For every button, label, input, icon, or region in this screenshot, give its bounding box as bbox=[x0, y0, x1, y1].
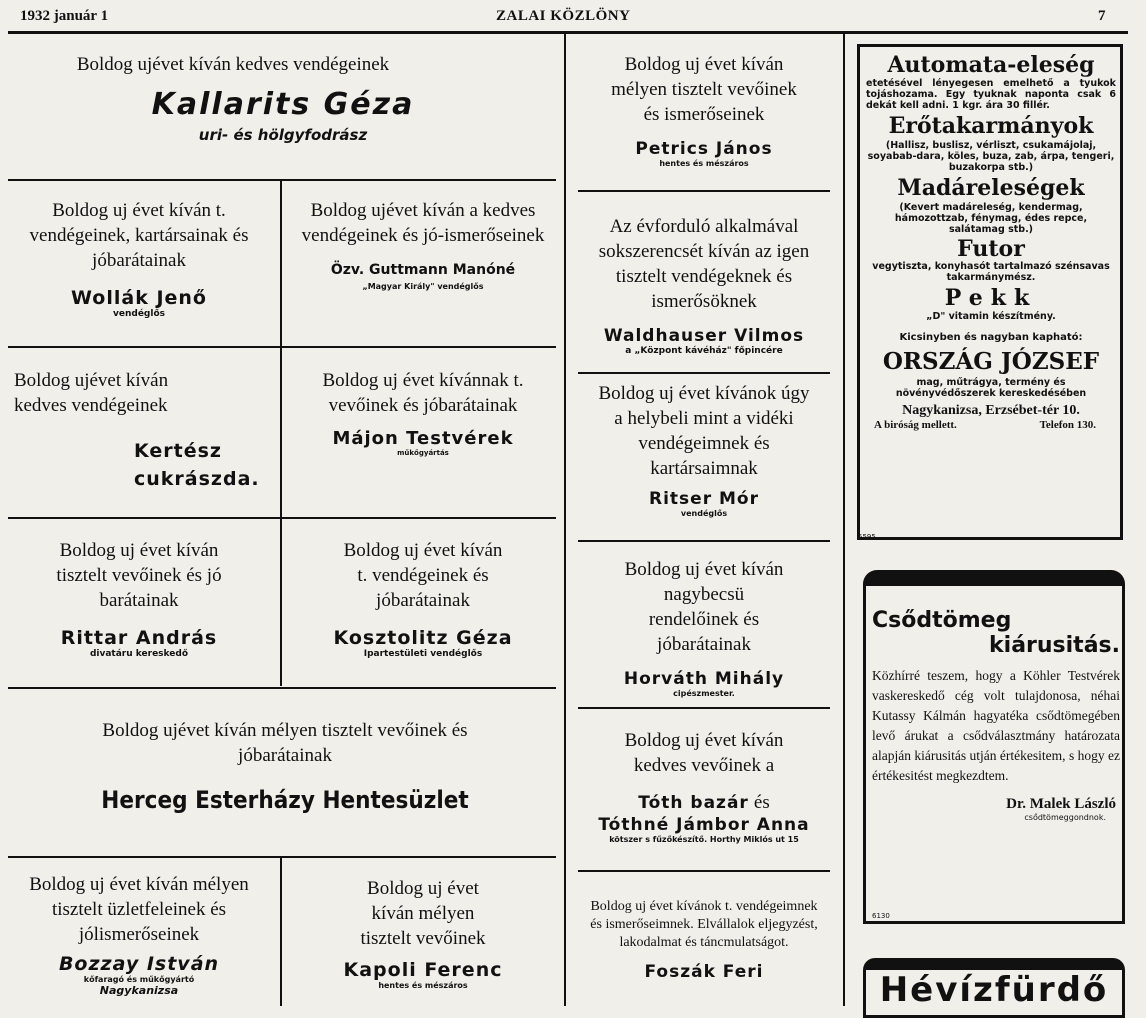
ad-greeting: Boldog uj évet kíván tisztelt vevőinek és jó barátainak bbox=[56, 540, 222, 611]
ad-greeting: Boldog uj évet kívánok t. vendégeimnek és ismerőseimnek. Elvállalok eljegyzést, lakodalmat és táncmulatságot. bbox=[590, 899, 818, 950]
ad-name: Májon Testvérek bbox=[332, 428, 514, 449]
ad-name: Özv. Guttmann Manóné bbox=[330, 262, 516, 278]
box-heading: Pekk bbox=[944, 285, 1038, 311]
ad-subtitle: uri- és hölgyfodrász bbox=[198, 126, 368, 144]
ad-ritser bbox=[578, 381, 830, 518]
box-text: (Kevert madáreleség, kendermag, hámozottzab, fénymag, édes repce, salátamag stb.) bbox=[894, 202, 1088, 235]
ad-subtitle: hentes és mészáros bbox=[378, 981, 468, 990]
ad-greeting: Az évforduló alkalmával sokszerencsét kíván az igen tisztelt vendégeknek és ismerősöknek bbox=[598, 216, 810, 312]
box2-heading: Csődtömeg bbox=[872, 608, 1012, 633]
box2-text: Közhírré teszem, hogy a Köhler Testvérek vaskereskedő cég volt tulajdonosa, néhai Kutassy Kálmán hagyatéka csődtömegében levő árukat a csődválasztmány határozata alapján kiárusitás utján értékesitem, s hogy ez értékesitést megkezdtem. bbox=[872, 668, 1120, 783]
ad-subtitle: divatáru kereskedő bbox=[89, 649, 189, 659]
newspaper-title: ZALAI KÖZLÖNY bbox=[496, 8, 631, 24]
column-divider-2 bbox=[843, 34, 845, 1006]
ad-name-line1: Tóth bazár bbox=[638, 793, 749, 813]
box2-signature: Dr. Malek László bbox=[1006, 796, 1116, 812]
rule bbox=[578, 870, 830, 872]
box-text: vegytiszta, konyhasót tartalmazó szénsavas takarmánymész. bbox=[872, 261, 1110, 283]
box-text: „D" vitamin készítmény. bbox=[926, 311, 1056, 322]
ad-horvath bbox=[578, 557, 830, 698]
ad-greeting: Boldog ujévet kíván kedves vendégeinek bbox=[76, 54, 390, 75]
ad-subtitle: a „Központ kávéház" főpincére bbox=[625, 346, 783, 356]
ad-wollak bbox=[14, 198, 264, 319]
ad-subtitle: vendéglős bbox=[680, 509, 728, 518]
ad-greeting: Boldog ujévet kíván kedves vendégeinek bbox=[14, 370, 169, 416]
ad-name: Petrics János bbox=[635, 139, 773, 159]
ad-subtitle: kőfaragó és műkőgyártó bbox=[83, 975, 195, 984]
ad-name: Herceg Esterházy Hentesüzlet bbox=[101, 786, 469, 814]
box-company: ORSZÁG JÓZSEF bbox=[882, 348, 1100, 375]
ad-name: Rittar András bbox=[60, 627, 218, 649]
ad-name-line1: Kertész bbox=[134, 440, 222, 462]
ad-subtitle: cipészmester. bbox=[673, 689, 735, 698]
box-heading: Automata-eleség bbox=[887, 52, 1095, 78]
ad-waldhauser bbox=[578, 214, 830, 356]
ad-box-heviz bbox=[863, 958, 1125, 1018]
ad-kertesz bbox=[14, 368, 264, 490]
box-heading: Futor bbox=[957, 236, 1025, 262]
ad-kapoli bbox=[298, 876, 548, 990]
ad-name: Horváth Mihály bbox=[623, 669, 785, 689]
ad-greeting: Boldog ujévet kíván a kedves vendégeinek és jó-ismerőseinek bbox=[301, 200, 545, 246]
box-text: etetésével lényegesen emelhető a tyukok tojáshozama. Egy tyuknak naponta csak 6 dekát kell adni. 1 kgr. ára 30 fillér. bbox=[866, 78, 1116, 111]
ad-toth bbox=[578, 728, 830, 844]
column-divider-1 bbox=[564, 34, 566, 1006]
ad-greeting: Boldog uj évet kíván mélyen tisztelt vevőinek és ismerőseinek bbox=[611, 54, 797, 125]
ad-subtitle: vendéglős bbox=[113, 309, 165, 319]
rule bbox=[8, 517, 556, 519]
ad-name: Foszák Feri bbox=[644, 962, 764, 982]
box-heading: Madáreleségek bbox=[897, 175, 1085, 201]
rule bbox=[578, 372, 830, 374]
ad-name-line2: Tóthné Jámbor Anna bbox=[598, 815, 810, 835]
ad-subtitle: műkőgyártás bbox=[397, 449, 449, 457]
box2-number: 6130 bbox=[872, 912, 890, 920]
ad-greeting: Boldog uj évet kíván mélyen tisztelt vevőinek bbox=[360, 878, 486, 949]
ad-subtitle-city: Nagykanizsa bbox=[99, 984, 179, 997]
box-text: mag, műtrágya, termény és növényvédőszerek kereskedésében bbox=[895, 377, 1087, 399]
col1-inner-divider-a bbox=[280, 180, 282, 686]
ad-greeting: Boldog uj évet kívánok úgy a helybeli mint a vidéki vendégeimnek és kartársaimnak bbox=[598, 383, 810, 479]
ad-foszak bbox=[584, 898, 824, 982]
ad-name: Waldhauser Vilmos bbox=[603, 326, 805, 346]
ad-name: Kapoli Ferenc bbox=[343, 959, 503, 981]
box-contact-row bbox=[866, 419, 1116, 431]
rule bbox=[8, 856, 556, 858]
ad-greeting: Boldog uj évet kíván mélyen tisztelt üzletfeleinek és jólismerőseinek bbox=[29, 874, 249, 945]
ad-subtitle: „Magyar Király" vendéglős bbox=[362, 282, 484, 291]
ad-greeting: Boldog uj évet kívánnak t. vevőinek és jóbarátainak bbox=[322, 370, 524, 416]
ad-name: Ritser Mór bbox=[649, 489, 759, 509]
rule bbox=[8, 179, 556, 181]
ad-esterhazy bbox=[60, 718, 510, 814]
box-near: A biróság mellett. bbox=[874, 419, 957, 431]
ad-name-line1-wrap bbox=[578, 790, 830, 815]
page-number: 7 bbox=[1098, 8, 1106, 24]
ad-greeting: Boldog uj évet kíván t. vendégeinek, kartársainak és jóbarátainak bbox=[29, 200, 249, 271]
rule bbox=[8, 346, 556, 348]
box-number: 5595 bbox=[858, 533, 876, 541]
ad-rittar bbox=[14, 538, 264, 659]
ad-guttmann bbox=[298, 198, 548, 291]
box-address: Nagykanizsa, Erzsébet-tér 10. bbox=[902, 403, 1080, 418]
ad-greeting: Boldog uj évet kíván t. vendégeinek és jóbarátainak bbox=[343, 540, 503, 611]
ad-majon bbox=[298, 368, 548, 457]
ad-name: Kallarits Géza bbox=[151, 87, 415, 122]
ad-box-malek-inner bbox=[872, 608, 1120, 822]
ad-name: Bozzay István bbox=[58, 953, 220, 975]
ad-kallarits bbox=[10, 52, 556, 144]
rule bbox=[578, 540, 830, 542]
ad-kosztolitz bbox=[298, 538, 548, 659]
ad-name: Wollák Jenő bbox=[71, 287, 207, 309]
ad-subtitle: Ipartestületi vendéglős bbox=[363, 649, 483, 659]
ad-subtitle: kötszer s fűzőkészítő. Horthy Miklós ut 15 bbox=[609, 835, 799, 844]
ad-box-orszag-inner bbox=[866, 52, 1116, 431]
box-text: Kicsinyben és nagyban kapható: bbox=[899, 332, 1083, 343]
ad-greeting: Boldog uj évet kíván nagybecsü rendelőinek és jóbarátainak bbox=[624, 559, 784, 655]
header-rule bbox=[8, 31, 1128, 34]
box-phone: Telefon 130. bbox=[1039, 419, 1096, 431]
ad-petrics bbox=[578, 52, 830, 168]
header-date: 1932 január 1 bbox=[20, 8, 109, 24]
box-heading: Erőtakarmányok bbox=[888, 113, 1094, 139]
ad-greeting: Boldog ujévet kíván mélyen tisztelt vevőinek és jóbarátainak bbox=[102, 720, 468, 766]
ad-name-line2: cukrászda. bbox=[134, 468, 260, 490]
ad-greeting: Boldog uj évet kíván kedves vevőinek a bbox=[624, 730, 784, 776]
rule bbox=[8, 687, 556, 689]
box2-role: csődtömeggondnok. bbox=[1024, 813, 1106, 822]
heviz-title: Hévízfürdő bbox=[879, 970, 1109, 1010]
ad-bozzay bbox=[14, 872, 264, 997]
box-text: (Hallisz, buslisz, vérliszt, csukamájolaj, soyabab-dara, köles, buza, zab, árpa, tengeri, buzakorpa stb.) bbox=[867, 140, 1115, 173]
col1-inner-divider-b bbox=[280, 858, 282, 1006]
rule bbox=[578, 190, 830, 192]
box2-heading2: kiárusitás. bbox=[989, 633, 1120, 658]
ad-and: és bbox=[753, 792, 770, 813]
ad-subtitle: hentes és mészáros bbox=[659, 159, 749, 168]
ad-name: Kosztolitz Géza bbox=[333, 627, 513, 649]
rule bbox=[578, 707, 830, 709]
